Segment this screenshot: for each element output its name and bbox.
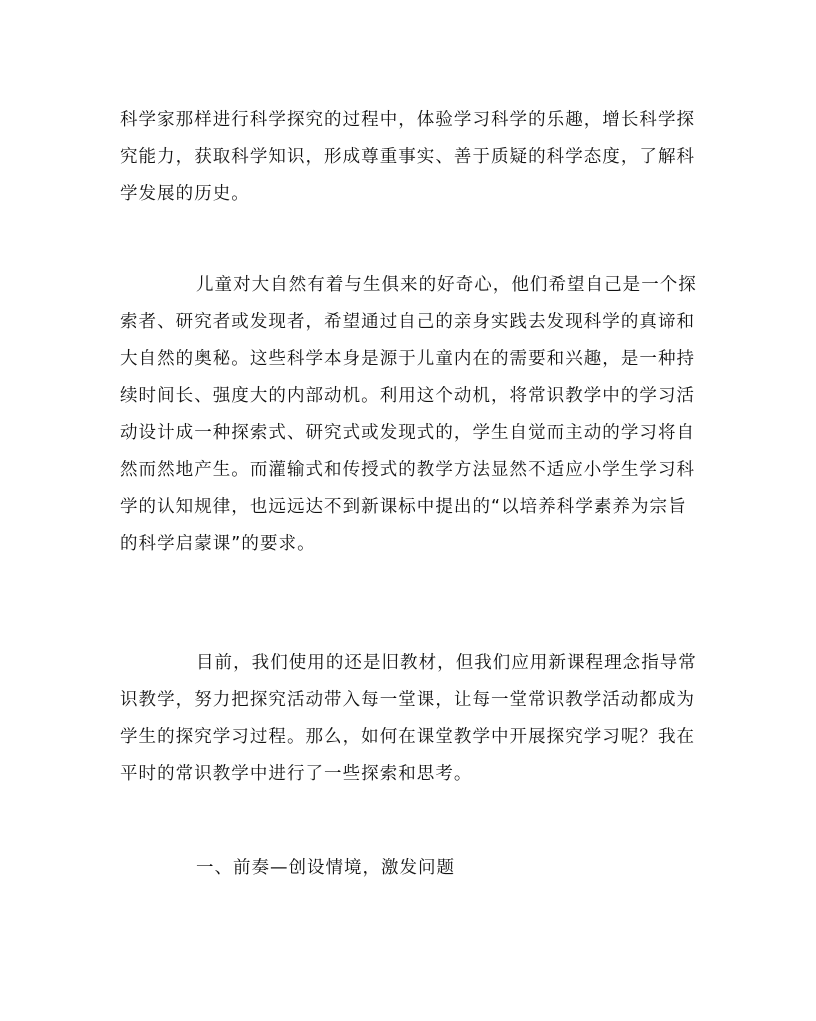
text-line: 索者、研究者或发现者，希望通过自己的亲身实践去发现科学的真谛和 (120, 312, 696, 332)
text-line: 学的认知规律，也远远达不到新课标中提出的“以培养科学素养为宗旨 (120, 497, 687, 517)
section-heading (120, 850, 698, 887)
text-line: 究能力，获取科学知识，形成尊重事实、善于质疑的科学态度，了解科 (120, 147, 696, 167)
text-line: 学发展的历史。 (120, 184, 250, 204)
text-line: 动设计成一种探索式、研究式或发现式的，学生自觉而主动的学习将自 (120, 423, 696, 443)
paragraph-1 (120, 102, 698, 213)
text-line-indented: 目前，我们使用的还是旧教材，但我们应用新课程理念指导常 (196, 653, 697, 673)
paragraph-2 (120, 267, 698, 563)
text-line: 大自然的奥秘。这些科学本身是源于儿童内在的需要和兴趣，是一种持 (120, 349, 696, 369)
text-line: 学生的探究学习过程。那么，如何在课堂教学中开展探究学习呢？我在 (120, 727, 696, 747)
text-line-indented: 儿童对大自然有着与生俱来的好奇心，他们希望自己是一个探 (196, 275, 697, 295)
section-heading-text: 一、前奏—创设情境，激发问题 (196, 858, 455, 878)
text-line: 续时间长、强度大的内部动机。利用这个动机，将常识教学中的学习活 (120, 386, 696, 406)
paragraph-3 (120, 645, 698, 793)
text-line: 然而然地产生。而灌输式和传授式的教学方法显然不适应小学生学习科 (120, 460, 696, 480)
text-line: 识教学，努力把探究活动带入每一堂课，让每一堂常识教学活动都成为 (120, 690, 696, 710)
text-line: 科学家那样进行科学探究的过程中，体验学习科学的乐趣，增长科学探 (120, 110, 696, 130)
text-line: 平时的常识教学中进行了一些探索和思考。 (120, 764, 473, 784)
text-line: 的科学启蒙课”的要求。 (120, 534, 316, 554)
